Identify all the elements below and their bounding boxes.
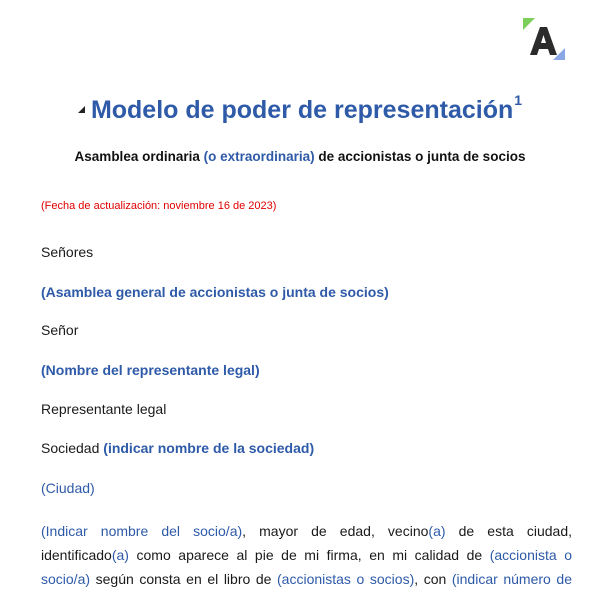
- paragraph-line: [41, 519, 572, 543]
- body-paragraph: [41, 519, 572, 591]
- assembly-placeholder: (Asamblea general de accionistas o junta de socios): [41, 284, 389, 300]
- subtitle-placeholder: (o extraordinaria): [203, 149, 315, 164]
- paragraph-text: identificado: [41, 547, 112, 563]
- role-placeholder: (accionista o: [489, 547, 572, 563]
- collapse-triangle-icon[interactable]: [78, 106, 85, 113]
- document-subtitle: [0, 149, 600, 164]
- registry-placeholder: (accionistas o socios): [277, 571, 415, 587]
- role-placeholder: socio/a): [41, 571, 91, 587]
- actualicese-logo-icon: [521, 18, 565, 62]
- paragraph-text: según consta en el libro de: [90, 571, 278, 587]
- city-placeholder: (Ciudad): [41, 480, 95, 496]
- paragraph-text: de esta ciudad,: [445, 523, 572, 539]
- gender-placeholder: (a): [111, 547, 129, 563]
- gender-placeholder: (a): [428, 523, 446, 539]
- update-date: (Fecha de actualización: noviembre 16 de 2023): [41, 200, 277, 212]
- title-row: [0, 92, 600, 125]
- paragraph-line: [41, 543, 572, 567]
- document-title: Modelo de poder de representación: [90, 96, 514, 124]
- paragraph-text: , con: [414, 571, 452, 587]
- footnote-mark[interactable]: 1: [514, 92, 523, 108]
- paragraph-text: , mayor de edad, vecino: [242, 523, 429, 539]
- representative-role: Representante legal: [41, 401, 167, 417]
- company-name-placeholder: (indicar nombre de la sociedad): [103, 440, 315, 456]
- number-placeholder: (indicar número de: [451, 571, 572, 587]
- subtitle-text-end: de accionistas o junta de socios: [314, 149, 526, 164]
- paragraph-text: como aparece al pie de mi firma, en mi calidad de: [128, 547, 490, 563]
- representative-name-placeholder: (Nombre del representante legal): [41, 362, 260, 378]
- salutation-line: Señor: [41, 322, 79, 338]
- paragraph-line: [41, 567, 572, 591]
- company-line: [41, 440, 314, 456]
- partner-name-placeholder: (Indicar nombre del socio/a): [41, 523, 243, 539]
- subtitle-text: Asamblea ordinaria: [74, 149, 204, 164]
- company-prefix: Sociedad: [41, 440, 104, 456]
- addressee-line: Señores: [41, 244, 94, 260]
